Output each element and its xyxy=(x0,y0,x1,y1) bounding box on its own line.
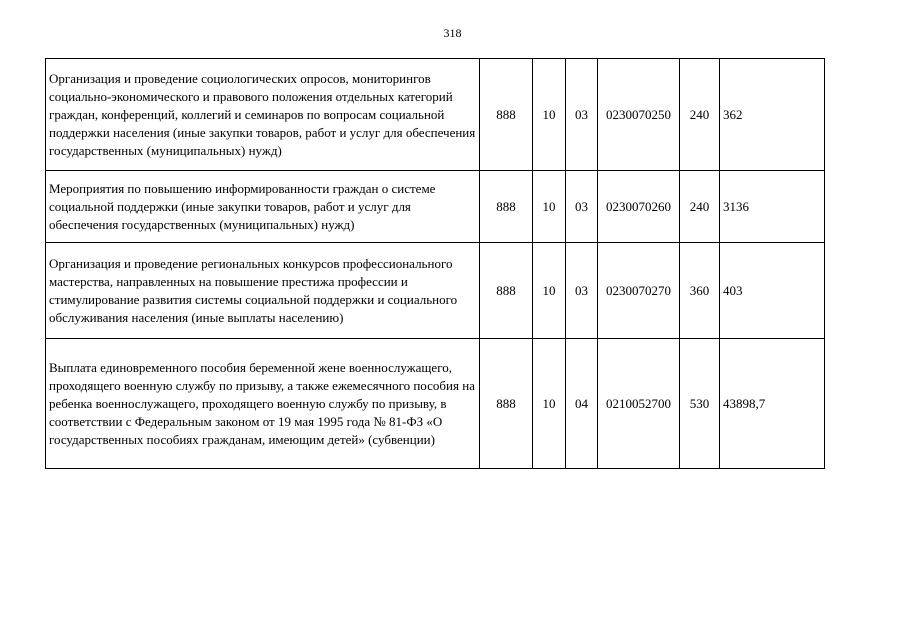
subsection-code: 03 xyxy=(566,59,598,171)
subsection-code: 03 xyxy=(566,171,598,243)
page-number: 318 xyxy=(443,26,462,40)
amount-value: 3136 xyxy=(720,171,825,243)
budget-table xyxy=(45,58,825,469)
target-item-code: 0230070250 xyxy=(598,59,680,171)
table-row xyxy=(46,171,825,243)
section-code: 10 xyxy=(533,171,566,243)
amount-value: 403 xyxy=(720,243,825,339)
row-description: Организация и проведение социологических опросов, мониторингов социально-экономического и правового положения отдельных категорий граждан, конференций, коллегий и семинаров по вопросам социальной поддержки населения (иные закупки товаров, работ и услуг для обеспечения государственных (муниципальных) нужд) xyxy=(46,59,480,171)
ministry-code: 888 xyxy=(480,171,533,243)
expense-type-code: 240 xyxy=(680,171,720,243)
target-item-code: 0210052700 xyxy=(598,339,680,469)
row-description: Выплата единовременного пособия беременной жене военнослужащего, проходящего военную службу по призыву, а также ежемесячного пособия на ребенка военнослужащего, проходящего военную службу по призыву, в соответствии с Федеральным законом от 19 мая 1995 года № 81-ФЗ «О государственных пособиях гражданам, имеющим детей» (субвенции) xyxy=(46,339,480,469)
section-code: 10 xyxy=(533,243,566,339)
target-item-code: 0230070260 xyxy=(598,171,680,243)
section-code: 10 xyxy=(533,339,566,469)
subsection-code: 03 xyxy=(566,243,598,339)
table-row xyxy=(46,243,825,339)
table-row xyxy=(46,339,825,469)
expense-type-code: 360 xyxy=(680,243,720,339)
table-row xyxy=(46,59,825,171)
ministry-code: 888 xyxy=(480,339,533,469)
expense-type-code: 530 xyxy=(680,339,720,469)
subsection-code: 04 xyxy=(566,339,598,469)
row-description: Мероприятия по повышению информированности граждан о системе социальной поддержки (иные закупки товаров, работ и услуг для обеспечения государственных (муниципальных) нужд) xyxy=(46,171,480,243)
amount-value: 43898,7 xyxy=(720,339,825,469)
section-code: 10 xyxy=(533,59,566,171)
row-description: Организация и проведение региональных конкурсов профессионального мастерства, направленных на повышение престижа профессии и стимулирование развития системы социальной поддержки и социального обслуживания населения (иные выплаты населению) xyxy=(46,243,480,339)
amount-value: 362 xyxy=(720,59,825,171)
expense-type-code: 240 xyxy=(680,59,720,171)
ministry-code: 888 xyxy=(480,243,533,339)
ministry-code: 888 xyxy=(480,59,533,171)
target-item-code: 0230070270 xyxy=(598,243,680,339)
